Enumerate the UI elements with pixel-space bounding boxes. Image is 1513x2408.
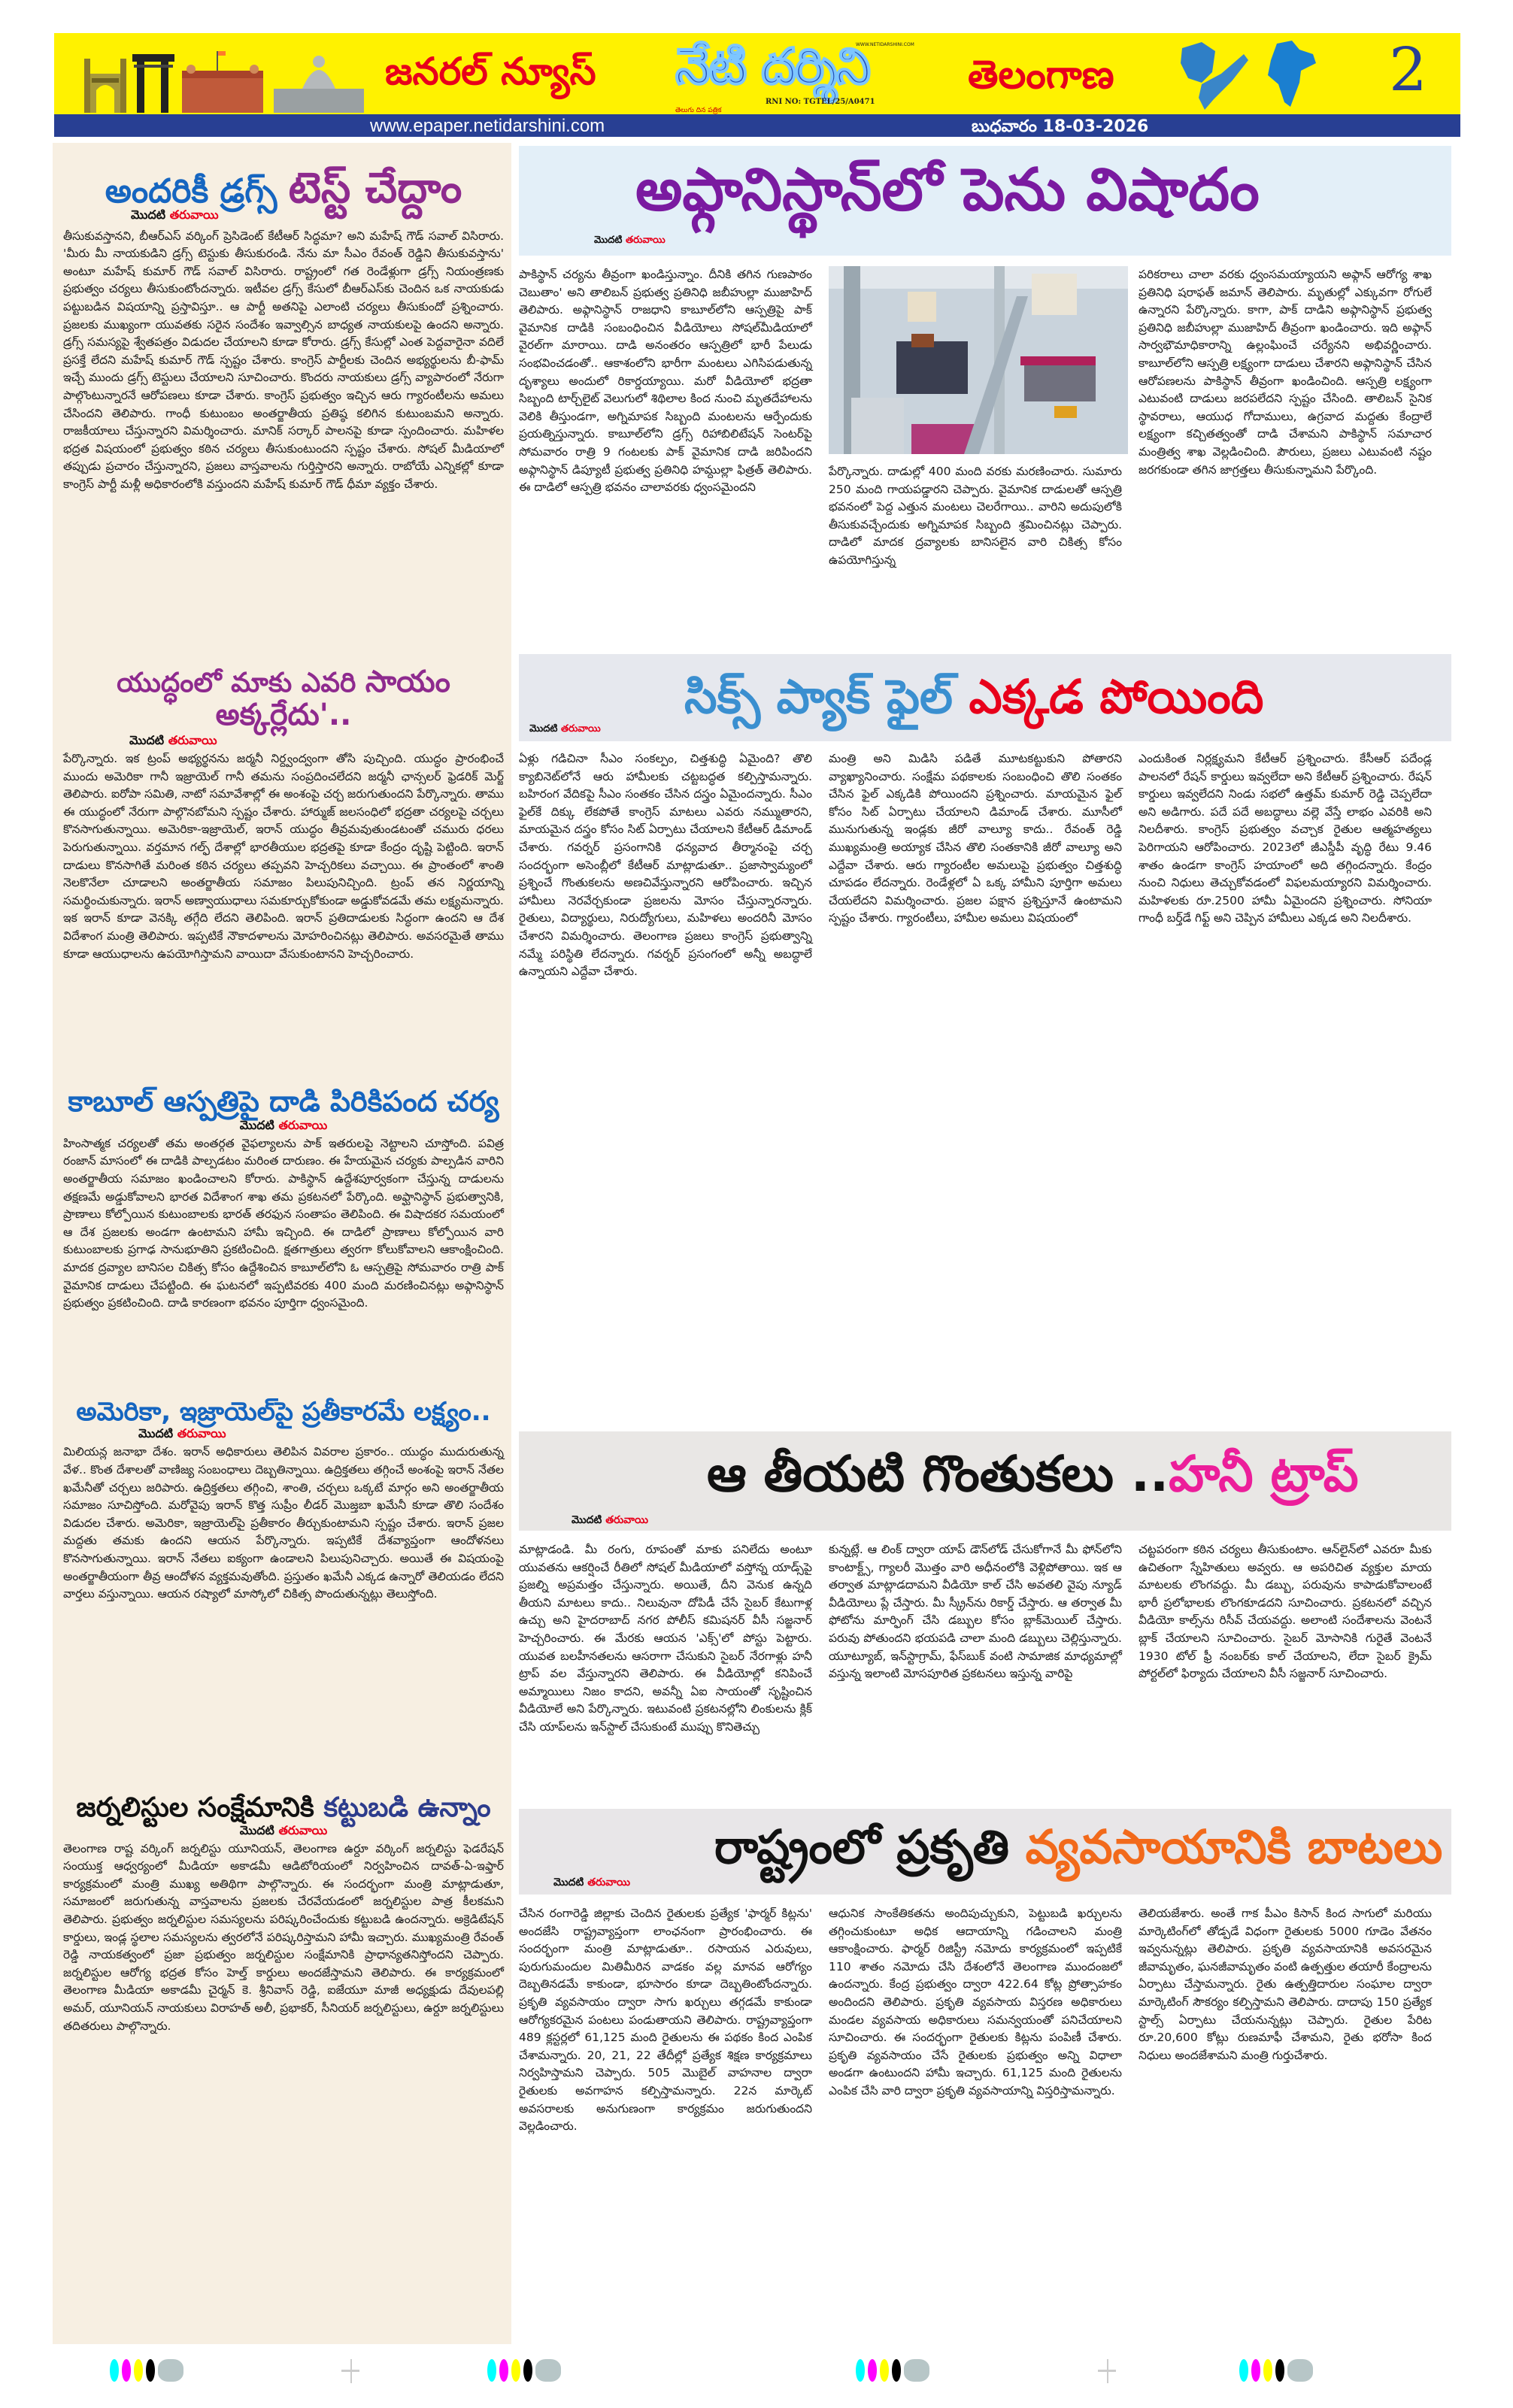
- kakatiya-arch-icon: [132, 54, 174, 113]
- story-headline[interactable]: కాబూల్ ఆస్పత్రిపై దాడి పిరికిపంద చర్య: [68, 1085, 499, 1118]
- registration-dot: [487, 2359, 496, 2382]
- state-maps-illustration: [1179, 38, 1352, 113]
- registration-dot: [122, 2359, 131, 2382]
- destroyed-hospital-photo[interactable]: [829, 266, 1128, 454]
- story-body: పేర్కొన్నారు. ఇక ట్రంప్ అభ్యర్థనను జర్మనీ నిర్ద్వంద్వంగా తోసి పుచ్చింది. యుద్ధం ప్రారంభించే ముందు అమెరికా గానీ ఇజ్రాయెల్ గానీ తమను సంప్రదించలేదని జర్మనీ ఛాన్సలర్ ఫ్రెడరిక్ మెర్జ్ తెలిపారు. ఐరోపా సమితి, నాటో సమావేశాల్లో ఈ అంశంపై చర్చ జరుగుతుందని పేర్కొన్నారు. తాము ఈ యుద్ధంలో నేరుగా పాల్గొనబోమని స్పష్టం చేశారు. హార్ముజ్ జలసంధిలో భద్రతా చర్యలపై చర్చలు కొనసాగుతున్నాయి. అమెరికా-ఇజ్రాయెల్, ఇరాన్ యుద్ధం తీవ్రమవుతుండటంతో చమురు ధరలు పెరుగుతున్నాయి. వర్తమాన గల్ఫ్ దేశాల్లో భారతీయుల భద్రతపై కూడా కేంద్రం దృష్టి పెట్టింది. ఇరాన్ దాడులు కొనసాగితే మరింత కఠిన చర్యలు తప్పవని హెచ్చరికలు వచ్చాయి. ఈ ప్రాంతంలో శాంతి నెలకొనేలా చూడాలని అంతర్జాతీయ సమాజం పిలుపునిచ్చింది. ట్రంప్ తన నిర్ణయాన్ని సమర్థించుకున్నారు. ఇరాన్ అణ్వాయుధాలు సమకూర్చుకోకుండా అడ్డుకోవడమే తమ లక్ష్యమన్నారు. ఇక ఇరాన్‌ కూడా వెనక్కి తగ్గేది లేదని తెలిపింది. ఇరాన్‌ ప్రతిదాడులకు సిద్ధంగా ఉందని ఆ దేశ విదేశాంగ మంత్రి తెలిపారు. ఇప్పటికే నౌకాదళాలను మోహరించినట్లు తెలిపారు. అవసరమైతే తాము కూడా ఆయుధాలను ఉపయోగిస్తామని వాయిదా వేసుకుంటానని హెచ్చరించారు.: [63, 752, 504, 961]
- story-honey-trap: [519, 1431, 1451, 1755]
- byline: మొదటి తరువాయి: [239, 1117, 328, 1132]
- monuments-illustration: [77, 44, 374, 113]
- registration-dot: [1239, 2359, 1248, 2382]
- buddha-statue-icon: [274, 56, 364, 113]
- red-fort-icon: [182, 51, 263, 113]
- story-drugs-test: [63, 165, 504, 494]
- story-column-1: చేసిన రంగారెడ్డి జిల్లాకు చెందిన రైతులకు ప్రత్యేక 'ఫార్మర్ కిట్లను' అందజేసి రాష్ట్రవ్యాప్తంగా లాంఛనంగా ప్రారంభించారు. ఈ సందర్భంగా మంత్రి మాట్లాడుతూ.. రసాయన ఎరువులు, పురుగుమందుల మితిమీరిన వాడకం వల్ల మానవ ఆరోగ్యం దెబ్బతినడమే కాకుండా, భూసారం కూడా దెబ్బతింటోందన్నారు. ప్రకృతి వ్యవసాయం ద్వారా సాగు ఖర్చులు తగ్గడమే కాకుండా ఆరోగ్యకరమైన పంటలు పండుతాయని తెలిపారు. రాష్ట్రవ్యాప్తంగా 489 క్లస్టర్లలో 61,125 మంది రైతులను ఈ పథకం కింద ఎంపిక చేశామన్నారు. 20, 21, 22 తేదీల్లో ప్రత్యేక శిక్షణ కార్యక్రమాలు నిర్వహిస్తామని చెప్పారు. 505 మొబైల్ వాహనాల ద్వారా రైతులకు అవగాహన కల్పిస్తామన్నారు. 22న మార్కెట్ అవసరాలకు అనుగుణంగా కార్యక్రమం జరుగుతుందని వెల్లడించారు.: [519, 1907, 812, 2134]
- byline: మొదటి తరువాయి: [129, 733, 217, 747]
- paper-tagline: తెలుగు దిన పత్రిక: [675, 107, 722, 114]
- story-kabul-hospital-attack: [63, 1086, 504, 1313]
- story-headline[interactable]: అఫ్గానిస్థాన్‌లో పెను విషాదం: [635, 156, 1260, 224]
- newspaper-logo[interactable]: [675, 38, 914, 114]
- story-column-3: ఎందుకింత నిర్లక్ష్యమని కేటీఆర్ ప్రశ్నించారు. కేసీఆర్ పదేండ్ల పాలనలో రేషన్ కార్డులు ఇవ్వలేదా అని కేటీఆర్ ప్రశ్నించారు. రేషన్ కార్డులు ఇవ్వలేదని నిండు సభలో ఉత్తమ్ కుమార్ రెడ్డి చెప్పలేదా అని అడిగారు. పదే పదే అబద్ధాలు వల్లె వేస్తే లాభం ఎవరికి అని నిలదీశారు. కాంగ్రెస్ ప్రభుత్వం వచ్చాక రైతుల ఆత్మహత్యలు పెరిగాయని ఆరోపించారు. 2023లో జీఎస్డీపీ వృద్ధి రేటు 9.46 శాతం ఉండగా కాంగ్రెస్ హయాంలో అది తగ్గిందన్నారు. కేంద్రం నుంచి నిధులు తెచ్చుకోవడంలో విఫలమయ్యారని విమర్శించారు. మహిళలకు రూ.2500 హామీ ఏమైందని ప్రశ్నించారు. సోనియా గాంధీ బర్త్‌డే గిఫ్ట్ అని చెప్పిన హామీలు ఎక్కడ అని నిలదీశారు.: [1139, 752, 1432, 925]
- page-number: 2: [1389, 35, 1427, 104]
- registration-dot: [499, 2359, 508, 2382]
- registration-dot: [868, 2359, 877, 2382]
- headline-band: [519, 146, 1451, 256]
- story-column-2: కున్నట్లే. ఆ లింక్ ద్వారా యాప్ డౌన్‌లోడ్ చేసుకోగానే మీ ఫోన్‌లోని కాంటాక్ట్స్, గ్యాలరీ మొత్తం వారి అధీనంలోకి వెళ్లిపోతాయి. ఇక ఆ తర్వాత మాట్లాడదామని వీడియో కాల్ చేసి అవతలి వైపు న్యూడ్ వీడియోలు ప్లే చేస్తారు. మీ స్క్రీన్‌ను రికార్డ్ చేస్తారు. ఆ తర్వాత మీ ఫోటోను మార్ఫింగ్ చేసి డబ్బుల కోసం బ్లాక్‌మెయిల్ చేస్తారు. పరువు పోతుందని భయపడి చాలా మంది డబ్బులు చెల్లిస్తున్నారు. యూట్యూబ్, ఇన్‌స్టాగ్రామ్, ఫేస్‌బుక్ వంటి సామాజిక మాధ్యమాల్లో వస్తున్న ఇలాంటి మోసపూరిత ప్రకటనలు ఇస్తున్న వారిపై: [829, 1543, 1122, 1681]
- byline: మొదటి తరువాయి: [239, 1822, 328, 1837]
- story-war-no-help: [63, 665, 504, 963]
- registration-dot: [110, 2359, 119, 2382]
- headline-band: [519, 1431, 1451, 1531]
- story-headline[interactable]: రాష్ట్రంలో ప్రకృతి వ్యవసాయానికి బాటలు: [714, 1819, 1443, 1874]
- registration-dot: [856, 2359, 865, 2382]
- telangana-map-icon: [1181, 42, 1215, 83]
- state-label: తెలంగాణ: [968, 53, 1114, 98]
- story-columns: [519, 750, 1432, 981]
- story-column-2: [829, 266, 1122, 570]
- registration-dot: [511, 2359, 520, 2382]
- story-body: తెలంగాణ రాష్ట వర్కింగ్ జర్నలిస్టు యూనియన్, తెలంగాణ ఉర్దూ వర్కింగ్ జర్నలిస్టు ఫెడరేషన్ సంయుక్త ఆధ్వర్యంలో మీడియా అకాడమీ ఆడిటోరియంలో నిర్వహించిన దావత్-ఏ-ఇఫ్తార్ కార్యక్రమంలో మంత్రి ముఖ్య అతిథిగా పాల్గొన్నారు. ఈ సందర్భంగా మంత్రి మాట్లాడుతూ, సమాజంలో జరుగుతున్న వాస్తవాలను ప్రజలకు చేరవేయడంలో జర్నలిస్టుల పాత్ర కీలకమని తెలిపారు. ప్రభుత్వం జర్నలిస్టుల సమస్యలను పరిష్కరించేందుకు కట్టుబడి ఉందన్నారు. అక్రెడిటేషన్ కార్డులు, ఇండ్ల స్థలాల సమస్యలను త్వరలోనే పరిష్కరిస్తామని హామీ ఇచ్చారు. ముఖ్యమంత్రి రేవంత్ రెడ్డి నాయకత్వంలో ప్రజా ప్రభుత్వం జర్నలిస్టుల సంక్షేమానికి ప్రాధాన్యతనిస్తోందని చెప్పారు. జర్నలిస్టుల ఆరోగ్య భద్రత కోసం హెల్త్ కార్డులు అందజేస్తామని తెలిపారు. ఈ కార్యక్రమంలో తెలంగాణ మీడియా అకాడమీ చైర్మన్ కె. శ్రీనివాస్ రెడ్డి, ఐజేయూ మాజీ అధ్యక్షుడు దేవులపల్లి అమర్, యూనియన్ నాయకులు విరాహత్ అలీ, ప్రభాకర్, సీనియర్ జర్నలిస్టులు, ఉర్దూ జర్నలిస్టులు తదితరులు పాల్గొన్నారు.: [63, 1841, 504, 2033]
- section-label: జనరల్ న్యూస్: [385, 50, 596, 93]
- registration-dot: [1275, 2359, 1284, 2382]
- story-column-2: ఆధునిక సాంకేతికతను అందిపుచ్చుకుని, పెట్టుబడి ఖర్చులను తగ్గించుకుంటూ అధిక ఆదాయాన్ని గడించాలని మంత్రి ఆకాంక్షించారు. ఫార్మర్ రిజిస్ట్రీ నమోదు కార్యక్రమంలో ఇప్పటికే 110 శాతం నమోదు చేసి దేశంలోనే తెలంగాణ ముందంజలో ఉందన్నారు. కేంద్ర ప్రభుత్వం ద్వారా 422.64 కోట్ల ప్రోత్సాహకం అందిందని తెలిపారు. ప్రకృతి వ్యవసాయ విస్తరణ అధికారులు మండల వ్యవసాయ అధికారులు సమన్వయంతో పనిచేయాలని సూచించారు. ఈ సందర్భంగా రైతులకు కిట్లను పంపిణీ చేశారు. ప్రకృతి వ్యవసాయం చేసే రైతులకు ప్రభుత్వం అన్ని విధాలా అండగా ఉంటుందని హామీ ఇచ్చారు. 61,125 మంది రైతులను ఎంపిక చేసి వారి ద్వారా ప్రకృతి వ్యవసాయాన్ని విస్తరిస్తామన్నారు.: [829, 1907, 1122, 2098]
- story-headline[interactable]: యుద్ధంలో మాకు ఎవరి సాయం అక్కర్లేదు'..: [117, 665, 450, 732]
- epaper-url[interactable]: www.epaper.netidarshini.com: [370, 116, 605, 136]
- story-columns: [519, 1905, 1432, 2136]
- story-body: తీసుకువస్తానని, బీఆర్ఎస్ వర్కింగ్ ప్రెసిడెంట్ కేటీఆర్ సిద్ధమా? అని మహేష్ గౌడ్ సవాల్ విసిరారు. 'మీరు మీ నాయకుడిని డ్రగ్స్ టెస్టుకు తీసుకురండి. నేను మా సీఎం రేవంత్ రెడ్డిని తీసుకువస్తాను' అంటూ మహేష్ కుమార్ గౌడ్ సవాల్ విసిరారు. రాష్ట్రంలో గత రెండేళ్లుగా డ్రగ్స్ నియంత్రణకు ప్రభుత్వం చర్యలు తీసుకుంటోందన్నారు. ఇటీవల డ్రగ్స్ కేసులో బీఆర్ఎస్‌కు చెందిన ఒక నాయకుడు పట్టుబడిన విషయాన్ని ప్రస్తావిస్తూ.. ఆ పార్టీ అతనిపై ఎలాంటి చర్యలు తీసుకుందో ప్రశ్నించారు. ప్రజలకు ముఖ్యంగా యువతకు సరైన సందేశం ఇవ్వాల్సిన బాధ్యత నాయకులపై ఉందని అన్నారు. డ్రగ్స్ సమస్యపై శ్వేతపత్రం విడుదల చేయాలని కూడా కోరారు. డ్రగ్స్ కేసుల్లో ఎంత పెద్దవారైనా వదిలే ప్రసక్తే లేదని మహేష్ కుమార్ గౌడ్ స్పష్టం చేశారు. కాంగ్రెస్ పార్టీలకు చెందిన అభ్యర్థులను బీ-ఫామ్ ఇచ్చే ముందు డ్రగ్స్ టెస్టులు చేయాలని సూచించారు. కొందరు నాయకులు డ్రగ్స్ వ్యాపారంలో నేరుగా పాల్గొంటున్నారనే ఆరోపణలు కూడా చేశారు. కాంగ్రెస్ ప్రభుత్వం ఇచ్చిన ఆరు గ్యారంటీలను అమలు చేసిందని తెలిపారు. గాంధీ కుటుంబం అంతర్జాతీయ ప్రతిష్ఠ కలిగిన కుటుంబమని అన్నారు. రాజకీయాలు చేస్తున్నారని విమర్శించారు. మానిక్ సర్కార్ పాలనపై కూడా స్పందించారు. మహిళల భద్రత విషయంలో ప్రభుత్వం కఠిన చర్యలు తీసుకుంటుందని స్పష్టం చేశారు. సోషల్ మీడియాలో తప్పుడు ప్రచారం చేస్తున్నారని, ప్రజలు వాస్తవాలను గుర్తిస్తారని అన్నారు. రాబోయే ఎన్నికల్లో కూడా కాంగ్రెస్ పార్టీ మళ్లీ అధికారంలోకి వస్తుందని మహేష్ కుమార్ గౌడ్ ధీమా వ్యక్తం చేశారు.: [63, 229, 504, 491]
- india-map-icon: [1268, 41, 1316, 107]
- story-headline[interactable]: ఆ తీయటి గొంతుకలు ..హనీ ట్రాప్: [707, 1445, 1359, 1503]
- story-headline[interactable]: సిక్స్ ప్యాక్ ఫైల్ ఎక్కడ పోయింది: [684, 669, 1264, 724]
- story-headline[interactable]: అందరికీ డ్రగ్స్ టెస్ట్ చేద్దాం: [105, 164, 462, 213]
- byline: మొదటి తరువాయి: [553, 1876, 630, 1889]
- story-columns: [519, 1541, 1432, 1737]
- story-column-1: పాకిస్థాన్ చర్యను తీవ్రంగా ఖండిస్తున్నాం. దీనికి తగిన గుణపాఠం చెబుతాం' అని తాలిబన్ ప్రభుత్వ ప్రతినిధి జబీహుల్లా ముజాహిద్ తెలిపారు. అఫ్గానిస్థాన్ రాజధాని కాబూల్‌లోని ఆస్పత్రిపై పాక్ వైమానిక దాడికి సంబంధించిన వీడియోలు సోషల్‌మీడియాలో వైరల్‌గా మారాయి. దాడి అనంతరం ఆస్పత్రిలో భారీ పేలుడు సంభవించడంతో.. ఆకాశంలోని భారీగా మంటలు ఎగిసిపడుతున్న దృశ్యాలు అందులో రికార్డయ్యాయి. మరో వీడియోలో భద్రతా సిబ్బంది టార్చ్‌లైట్ వెలుగులో శిథిలాల కింద నుంచి మృతదేహాలను వెలికి తీస్తుండగా, అగ్నిమాపక సిబ్బంది మంటలను ఆర్పేందుకు ప్రయత్నిస్తున్నారు. కాబూల్‌లోని డ్రగ్స్ రిహాబిలిటేషన్ సెంటర్‌పై సోమవారం రాత్రి 9 గంటలకు పాక్ వైమానిక దాడి జరిపిందని అఫ్గానిస్థాన్ డిప్యూటీ ప్రభుత్వ ప్రతినిధి హమ్దుల్లా ఫిత్రత్ తెలిపారు. ఈ దాడిలో ఆస్పత్రి భవనం చాలావరకు ధ్వంసమైందని: [519, 268, 812, 495]
- rni-number: RNI NO: TGTEL/25/A0471: [766, 98, 875, 106]
- story-column-3: తెలియజేశారు. అంతే గాక పీఎం కిసాన్ కింద సాగులో మరియు మార్కెటింగ్‌లో తోడ్పడే విధంగా రైతులకు 5000 గూడెం వేతనం ఇవ్వనున్నట్లు తెలిపారు. ప్రకృతి వ్యవసాయానికి అవసరమైన జీవామృతం, ఘనజీవామృతం వంటి ఉత్పత్తుల తయారీ కేంద్రాలను ఏర్పాటు చేస్తామన్నారు. రైతు ఉత్పత్తిదారుల సంఘాల ద్వారా మార్కెటింగ్ సౌకర్యం కల్పిస్తామని తెలిపారు. దాదాపు 150 ప్రత్యేక స్టాల్స్ ఏర్పాటు చేయనున్నట్లు చెప్పారు. రైతుల పేరిట రూ.20,600 కోట్లు రుణమాఫీ చేశామని, రైతు భరోసా కింద నిధులు అందజేశామని మంత్రి గుర్తుచేశారు.: [1139, 1907, 1432, 2062]
- byline: మొదటి తరువాయి: [594, 235, 666, 246]
- paper-name: నేటి దర్శిని: [675, 38, 869, 95]
- story-journalists-welfare: [63, 1793, 504, 2035]
- byline: మొదటి తరువాయి: [529, 723, 601, 735]
- registration-dot: [1251, 2359, 1260, 2382]
- registration-dot: [892, 2359, 901, 2382]
- headline-band: [519, 1809, 1451, 1895]
- crop-mark-icon: [341, 2370, 359, 2372]
- registration-dot: [904, 2359, 929, 2382]
- story-columns: [519, 266, 1432, 570]
- print-registration-marks: [0, 2359, 1513, 2389]
- story-column-3: చట్టపరంగా కఠిన చర్యలు తీసుకుంటాం. ఆన్‌లైన్‌లో ఎవరూ మీకు ఉచితంగా స్నేహితులు అవ్వరు. ఆ అపరిచిత వ్యక్తుల మాయ మాటలకు లొంగవద్దు. మీ డబ్బు, పరువును కాపాడుకోవాలంటే భారీ ప్రలోభాలకు లొంగకూడదని సూచించారు. ప్రకటనలో వచ్చిన వీడియో కాల్స్‌ను రిసీవ్ చేయవద్దు. అలాంటి సందేశాలను వెంటనే బ్లాక్ చేయాలని సూచించారు. సైబర్ మోసానికి గురైతే వెంటనే 1930 టోల్ ఫ్రీ నంబర్‌కు కాల్ చేయాలని, లేదా సైబర్ క్రైమ్ పోర్టల్‌లో ఫిర్యాదు చేయాలని వీసీ సజ్జనార్ సూచించారు.: [1139, 1543, 1432, 1681]
- story-column-2-text: పేర్కొన్నారు. దాడుల్లో 400 మంది వరకు మరణించారు. సుమారు 250 మంది గాయపడ్డారని చెప్పారు. వైమానిక దాడులతో ఆస్పత్రి భవనంలో పెద్ద ఎత్తున మంటలు చెలరేగాయి.. వారిని అదుపులోకి తీసుకువచ్చేందుకు అగ్నిమాపక సిబ్బంది శ్రమించినట్లు చెప్పారు. దాడిలో మాదక ద్రవ్యాలకు బానిసలైన వారి చికిత్స కోసం ఉపయోగిస్తున్న: [829, 465, 1122, 567]
- story-headline[interactable]: జర్నలిస్టుల సంక్షేమానికి కట్టుబడి ఉన్నాం: [76, 1792, 491, 1823]
- byline: మొదటి తరువాయి: [572, 1514, 648, 1526]
- registration-dot: [158, 2359, 183, 2382]
- registration-dot: [880, 2359, 889, 2382]
- story-column-1: మాట్లాడండి. మీ రంగు, రూపంతో మాకు పనిలేదు అంటూ యువతను ఆకర్షించే రీతిలో సోషల్ మీడియాలో వస్తోన్న యాడ్స్‌పై ప్రజల్ని అప్రమత్తం చేస్తున్నారు. అయితే, దీని వెనుక ఉన్నది తీయని మాటలు కాదు.. నిలువునా దోపిడీ చేసే సైబర్ కేటుగాళ్ల ఉచ్చు అని హైదరాబాద్ నగర పోలీస్ కమిషనర్ వీసీ సజ్జనార్ హెచ్చరించారు. ఈ మేరకు ఆయన 'ఎక్స్'లో పోస్టు పెట్టారు. యువత బలహీనతలను ఆసరాగా చేసుకుని సైబర్ నేరగాళ్లు హనీ ట్రాప్ వల వేస్తున్నారని తెలిపారు. ఈ వీడియోల్లో కనిపించే అమ్మాయిలు నిజం కాదని, అవన్నీ ఏఐ సాయంతో సృష్టించిన వీడియోలే అని పేర్కొన్నారు. ఇటువంటి ప్రకటనల్లోని లింకులను క్లిక్ చేసి యాప్‌లను ఇన్‌స్టాల్ చేసుకుంటే ముప్పు కొనితెచ్చు: [519, 1543, 812, 1734]
- crop-mark-icon: [1098, 2370, 1116, 2372]
- story-column-2: మంత్రి అని మిడిసి పడితే మూటకట్టుకుని పోతారని వ్యాఖ్యానించారు. సంక్షేమ పథకాలకు సంబంధించి తొలి సంతకం చేసిన ఫైల్ ఎక్కడికి పోయిందని ప్రశ్నించారు. మాయమైన ఫైల్ కోసం సిట్ ఏర్పాటు చేయాలని డిమాండ్ చేశారు. మూసీలో మునుగుతున్న ఇండ్లకు జీరో వాల్యూ కాదు.. రేవంత్ రెడ్డి ముఖ్యమంత్రి అయ్యాక చేసిన తొలి సంతకానికి జీరో వాల్యూ అని ఎద్దేవా చేశారు. ఆరు గ్యారంటీల అమలుపై ప్రభుత్వం చిత్తశుద్ధి చూపడం లేదన్నారు. రెండేళ్లలో ఏ ఒక్క హామీని పూర్తిగా అమలు చేయలేదని విమర్శించారు. ప్రజల పక్షాన ప్రశ్నిస్తూనే ఉంటామని స్పష్టం చేశారు. గ్యారంటీలు, హామీల అమలు విషయంలో: [829, 752, 1122, 925]
- registration-dot: [1287, 2359, 1313, 2382]
- registration-dot: [1263, 2359, 1272, 2382]
- headline-band: [519, 654, 1451, 741]
- registration-dot: [134, 2359, 143, 2382]
- story-revenge-target: [63, 1398, 504, 1604]
- registration-dot: [523, 2359, 532, 2382]
- byline: మొదటి తరువాయి: [131, 207, 219, 222]
- story-body: మిలియన్ల జనాభా దేశం. ఇరాన్ అధికారులు తెలిపిన వివరాల ప్రకారం.. యుద్ధం ముదురుతున్న వేళ.. కొంత దేశాలతో వాణిజ్య సంబంధాలు దెబ్బతిన్నాయి. ఉద్రిక్తతలు తగ్గించే అంశంపై ఇరాన్ నేతల ఖమేనీతో చర్చలు జరిపారు. ఉద్రిక్తతలు తగ్గించి, శాంతి, చర్చలు ఒక్కటే మార్గం అని అంతర్జాతీయ సమాజం సూచిస్తోంది. మరోవైపు ఇరాన్ కొత్త సుప్రీం లీడర్ మొజ్తబా ఖమేనీ కూడా తొలి సందేశం విడుదల చేశారు. అమెరికా, ఇజ్రాయెల్‌పై ప్రతీకారం తీర్చుకుంటామని స్పష్టం చేశారు. ఇరాన్ ప్రజల మద్దతు తమకు ఉందని ఆయన పేర్కొన్నారు. ఇప్పటికే దేశవ్యాప్తంగా ఆందోళనలు కొనసాగుతున్నాయి. ఇరాన్ నేతలు ఐక్యంగా ఉండాలని పిలుపునిచ్చారు. అయితే ఈ విషయంపై అంతర్జాతీయంగా తీవ్ర ఆందోళన వ్యక్తమవుతోంది. ప్రస్తుతం ఖమేనీ ఎక్కడ ఉన్నారో తెలియడం లేదని వార్తలు వస్తున్నాయి. ఆయన రష్యాలో మాస్కోలో చికిత్స పొందుతున్నట్లు తెలుస్తోంది.: [63, 1445, 504, 1601]
- story-afghanistan-tragedy: [519, 146, 1451, 635]
- masthead: [54, 33, 1460, 137]
- registration-dot: [535, 2359, 561, 2382]
- left-column: [53, 143, 511, 2344]
- story-body: హింసాత్మక చర్యలతో తమ అంతర్గత వైఫల్యాలను పాక్ ఇతరులపై నెట్టాలని చూస్తోంది. పవిత్ర రంజాన్ మాసంలో ఈ దాడికి పాల్పడటం మరింత దారుణం. ఈ హేయమైన చర్యకు పాల్పడిన వారిని అంతర్జాతీయ సమాజం ఖండించాలని కోరారు. పాకిస్థాన్ ఉద్దేశపూర్వకంగా చేస్తున్న దాడులను తక్షణమే అడ్డుకోవాలని భారత విదేశాంగ శాఖ తమ ప్రకటనలో పేర్కొంది. అఫ్ఘానిస్థాన్ ప్రభుత్వానికి, ప్రాణాలు కోల్పోయిన కుటుంబాలకు భారత్ తరఫున సంతాపం తెలిపింది. ఈ విషాదకర సమయంలో ఆ దేశ ప్రజలకు అండగా ఉంటామని హామీ ఇచ్చింది. ఈ దాడిలో ప్రాణాలు కోల్పోయిన వారి కుటుంబాలకు ప్రగాఢ సానుభూతిని ప్రకటించింది. క్షతగాత్రులు త్వరగా కోలుకోవాలని ఆకాంక్షించింది. మాదక ద్రవ్యాల బానిసల చికిత్స కోసం ఉద్దేశించిన కాబూల్‌లోని ఓ ఆస్పత్రిపై సోమవారం రాత్రి పాక్ వైమానిక దాడులు చేపట్టింది. ఈ ఘటనలో ఇప్పటివరకు 400 మంది మరణించినట్లు అఫ్గానిస్థాన్ ప్రభుత్వం ప్రకటించింది. దాడి కారణంగా భవనం పూర్తిగా ధ్వంసమైంది.: [63, 1136, 504, 1310]
- story-column-1: ఏళ్లు గడిచినా సీఎం సంకల్పం, చిత్తశుద్ధి ఏమైంది? తొలి క్యాబినెట్‌లోనే ఆరు హామీలకు చట్టబద్ధత కల్పిస్తామన్నారు. బహిరంగ వేదికపై సీఎం సంతకం చేసిన దస్త్రం ఏమైందన్నారు. సీఎం ఫైల్‌కే దిక్కు లేకపోతే కాంగ్రెస్ మాటలు ఎవరు నమ్ముతారని, మాయమైన దస్త్రం కోసం సిట్ ఏర్పాటు చేయాలని కేటీఆర్ డిమాండ్ చేశారు. గవర్నర్ ప్రసంగానికి ధన్యవాద తీర్మానంపై చర్చ సందర్భంగా అసెంబ్లీలో కేటీఆర్ మాట్లాడుతూ.. ప్రజాస్వామ్యంలో ప్రశ్నించే గొంతుకలను అణచివేస్తున్నారని ఆరోపించారు. ఇచ్చిన హామీలు నెరవేర్చకుండా ప్రజలను మోసం చేస్తున్నారన్నారు. రైతులు, విద్యార్థులు, నిరుద్యోగులు, మహిళలు అందరినీ మోసం చేశారని విమర్శించారు. తెలంగాణ ప్రజలు కాంగ్రెస్ ప్రభుత్వాన్ని నమ్మే పరిస్థితి లేదన్నారు. గవర్నర్ ప్రసంగంలో అన్నీ అబద్ధాలే ఉన్నాయని ఎద్దేవా చేశారు.: [519, 752, 812, 979]
- registration-dot: [146, 2359, 155, 2382]
- logo-website: WWW.NETIDARSHINI.COM: [856, 42, 914, 47]
- charminar-icon: [84, 59, 126, 113]
- story-headline[interactable]: అమెరికా, ఇజ్రాయెల్‌పై ప్రతీకారమే లక్ష్యం..: [76, 1397, 491, 1427]
- story-six-pack-file: [519, 654, 1451, 1395]
- byline: మొదటి తరువాయి: [138, 1426, 226, 1441]
- masthead-blue-band: [54, 114, 1460, 137]
- story-column-3: పరికరాలు చాలా వరకు ధ్వంసమయ్యాయని అఫ్గాన్ ఆరోగ్య శాఖ ప్రతినిధి షరాఫత్ జమాన్ తెలిపారు. మృతుల్లో ఎక్కువగా రోగులే ఉన్నారని పేర్కొన్నారు. కాగా, పాక్ దాడిని అఫ్గానిస్థాన్ ప్రభుత్వ ప్రతినిధి జబీహుల్లా ముజాహిద్ తీవ్రంగా ఖండించారు. ఇది అఫ్గాన్ సార్వభౌమాధికారాన్ని ఉల్లంఘించే చర్యేనని అభివర్ణించారు. కాబూల్‌లోని ఆస్పత్రి లక్ష్యంగా దాడులు చేశారని అఫ్గానిస్థాన్ చేసిన ఆరోపణలను పాకిస్థాన్ తీవ్రంగా ఖండించింది. ఆస్పత్రి లక్ష్యంగా ఎటువంటి దాడులు జరపలేదని స్పష్టం చేసింది. తాలిబన్ సైనిక స్థావరాలు, ఆయుధ గోదాములు, ఉగ్రవాద మద్దతు కేంద్రాలే లక్ష్యంగా కచ్చితత్వంతో దాడి చేశామని పాకిస్థాన్ సమాచార మంత్రిత్వ శాఖ వెల్లడించింది. పౌరులు, ప్రజలు ఎటువంటి నష్టం జరగకుండా తగిన జాగ్రత్తలు తీసుకున్నామని పేర్కొంది.: [1139, 268, 1432, 477]
- issue-date: బుధవారం 18-03-2026: [972, 117, 1149, 136]
- story-natural-farming: [519, 1809, 1451, 2350]
